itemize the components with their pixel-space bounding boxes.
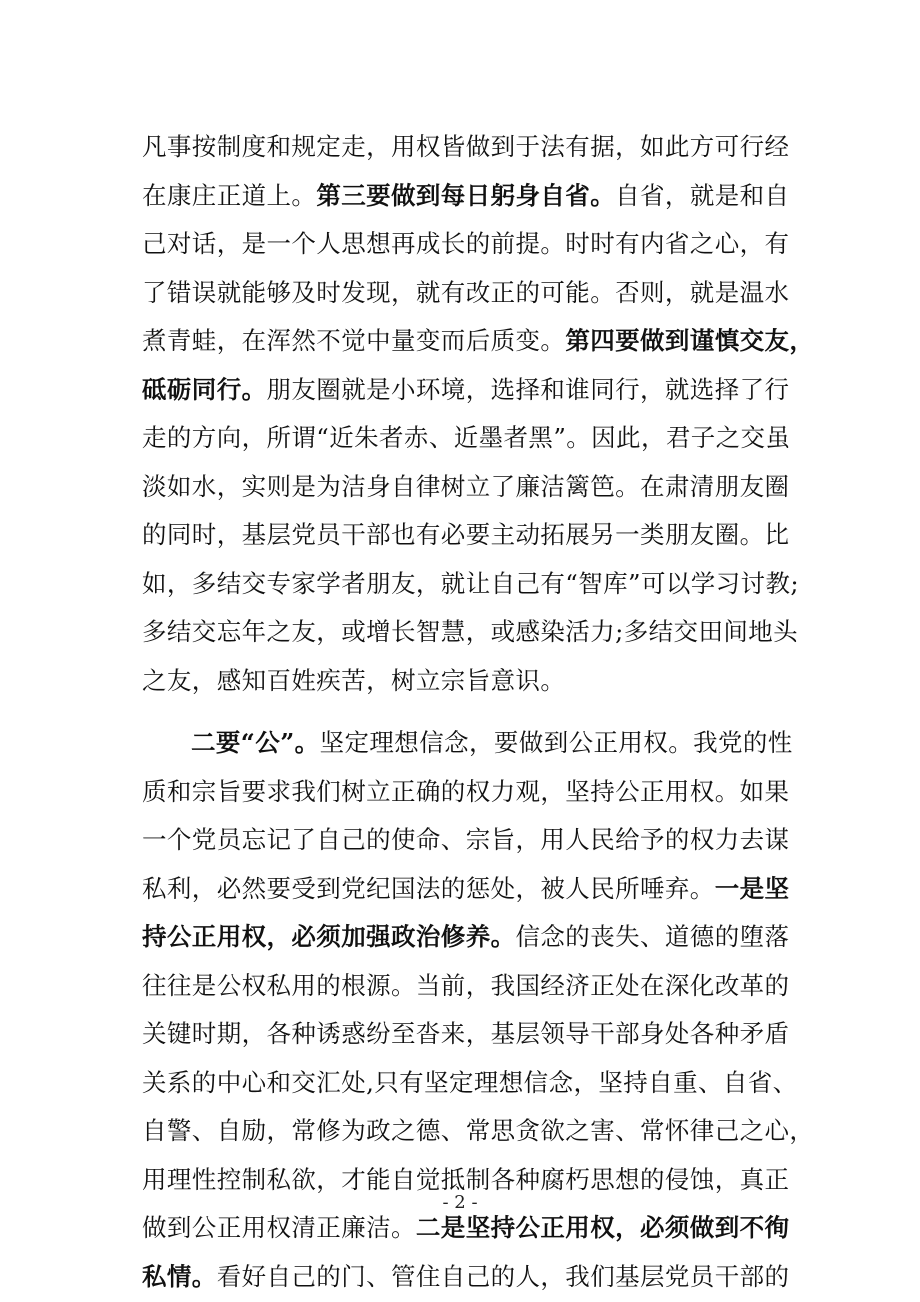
text-run: 了错误就能够及时发现，就有改正的可能。否则，就是温水 <box>142 277 790 307</box>
text-line <box>142 560 800 609</box>
text-line <box>142 1010 790 1059</box>
text-line <box>142 1253 790 1302</box>
text-line <box>142 220 790 269</box>
bold-text-run: 一是坚 <box>714 873 790 903</box>
bold-text-run: 第三要做到每日躬身自省。 <box>316 180 616 210</box>
text-run: 在康庄正道上。 <box>142 180 317 210</box>
bold-text-run: 二是坚持公正用权，必须做到不徇 <box>415 1213 790 1242</box>
text-run: 走的方向，所谓“近朱者赤、近墨者黑”。因此，君子之交虽 <box>142 423 791 452</box>
text-line <box>142 123 790 172</box>
bold-text-run: 砥砺同行。 <box>142 374 267 404</box>
text-run: 信念的丧失、道德的堕落 <box>515 922 790 951</box>
paragraph-2 <box>142 719 815 1301</box>
text-line <box>142 913 790 962</box>
text-line <box>142 1059 798 1108</box>
text-line <box>142 608 799 657</box>
text-run: 己对话，是一个人思想再成长的前提。时时有内省之心，有 <box>142 229 790 258</box>
text-line <box>142 317 815 366</box>
text-run: 煮青蛙，在浑然不觉中量变而后质变。 <box>142 326 566 355</box>
text-run: 自警、自励，常修为政之德、常思贪欲之害、常怀律己之心， <box>142 1116 815 1145</box>
text-run: 关系的中心和交汇处,只有坚定理想信念，坚持自重、自省、 <box>142 1067 798 1097</box>
bold-text-run: 持公正用权，必须加强政治修养。 <box>142 922 516 951</box>
text-run: 朋友圈就是小环境，选择和谁同行，就选择了行 <box>266 374 790 404</box>
text-line <box>142 865 790 914</box>
text-run: 的同时，基层党员干部也有必要主动拓展另一类朋友圈。比 <box>142 520 790 549</box>
text-run: 如，多结交专家学者朋友，就让自己有“智库”可以学习讨教; <box>142 568 800 598</box>
bold-text-run: 二要“公”。 <box>191 728 320 757</box>
text-run: 自省，就是和自 <box>615 180 790 210</box>
text-run: 淡如水，实则是为洁身自律树立了廉洁篱笆。在肃清朋友圈 <box>142 471 790 501</box>
text-run: 凡事按制度和规定走，用权皆做到于法有据，如此方可行经 <box>142 132 790 161</box>
bold-text-run: 第四要做到谨慎交友， <box>565 326 815 355</box>
text-line <box>142 172 790 221</box>
text-line <box>142 962 790 1011</box>
body-text <box>142 123 815 1301</box>
text-line <box>142 657 782 706</box>
text-run: 一个党员忘记了自己的使命、宗旨，用人民给予的权力去谋 <box>142 825 790 854</box>
paragraph-1 <box>142 123 815 705</box>
text-run: 用理性控制私欲，才能自觉抵制各种腐朽思想的侵蚀，真正 <box>142 1164 790 1194</box>
text-run: 质和宗旨要求我们树立正确的权力观，坚持公正用权。如果 <box>142 776 790 806</box>
text-line <box>142 414 791 463</box>
text-run: 私利，必然要受到党纪国法的惩处，被人民所唾弃。 <box>142 873 715 903</box>
text-run: 往往是公权私用的根源。当前，我国经济正处在深化改革的 <box>142 970 790 1000</box>
text-run: 之友，感知百姓疾苦，树立宗旨意识。 <box>142 665 566 695</box>
text-line <box>142 511 790 560</box>
paragraph-gap <box>142 705 782 719</box>
text-line <box>142 463 790 512</box>
text-line <box>142 816 790 865</box>
bold-text-run: 私情。 <box>142 1261 217 1291</box>
text-line <box>142 269 790 318</box>
text-line <box>142 366 790 415</box>
text-run: 看好自己的门、管住自己的人，我们基层党员干部的 <box>216 1261 790 1291</box>
text-run: 多结交忘年之友，或增长智慧，或感染活力;多结交田间地头 <box>142 617 799 646</box>
text-line <box>142 768 790 817</box>
text-run: 坚定理想信念，要做到公正用权。我党的性 <box>319 728 793 757</box>
text-line <box>142 719 793 768</box>
text-run: 做到公正用权清正廉洁。 <box>142 1213 416 1242</box>
text-run: 关键时期，各种诱惑纷至沓来，基层领导干部身处各种矛盾 <box>142 1019 790 1048</box>
text-line <box>142 1107 815 1156</box>
page-number: - 2 - <box>442 1192 478 1213</box>
